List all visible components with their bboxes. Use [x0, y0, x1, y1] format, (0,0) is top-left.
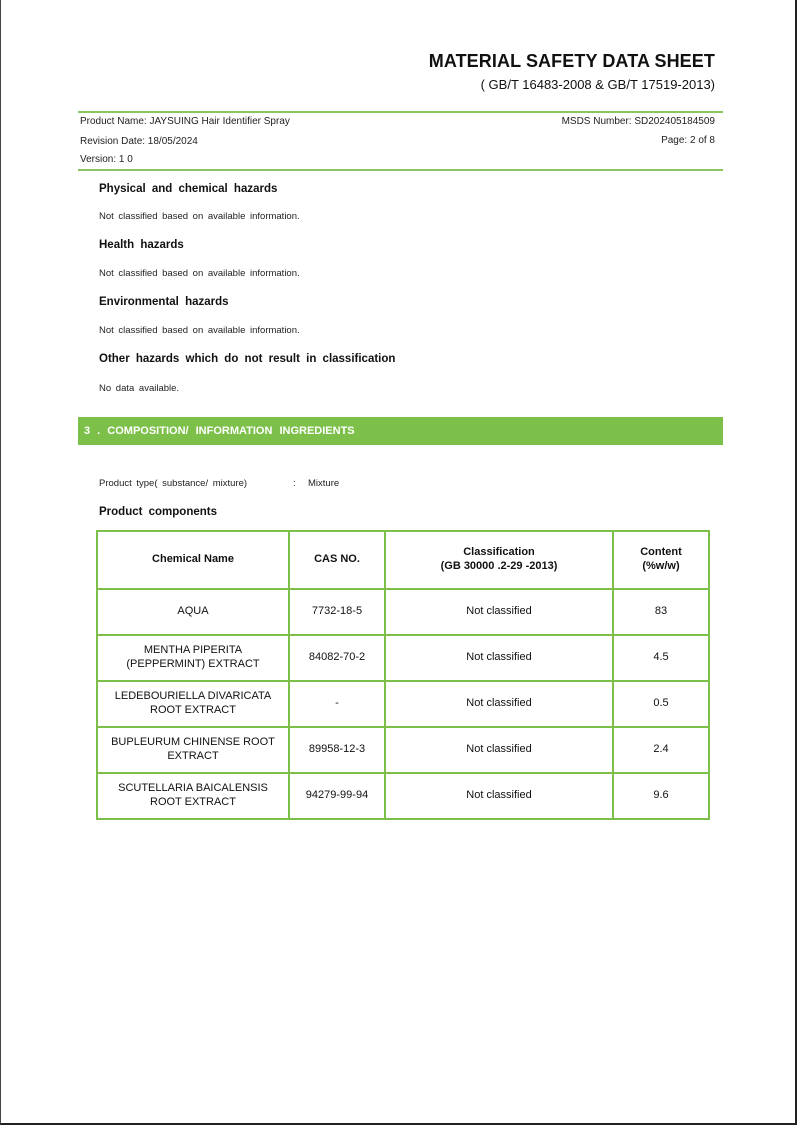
cell-cas: - [289, 681, 385, 727]
cell-chemical-name [97, 773, 289, 819]
name-line1: SCUTELLARIA BAICALENSIS [118, 782, 268, 795]
table-row [97, 635, 709, 681]
other-hazards-text: No data available. [99, 383, 180, 394]
cell-classification: Not classified [385, 773, 613, 819]
cell-cas: 94279-99-94 [289, 773, 385, 819]
product-type-separator: : [293, 478, 296, 489]
header-rule-bottom [78, 169, 723, 171]
health-hazards-heading: Health hazards [99, 239, 184, 251]
version: Version: 1 0 [80, 154, 133, 165]
name-line1: AQUA [177, 605, 209, 618]
page-number: Page: 2 of 8 [661, 135, 715, 146]
cell-content: 4.5 [613, 635, 709, 681]
name-line2: ROOT EXTRACT [150, 704, 236, 716]
header-classification-line1: Classification [463, 546, 535, 559]
table-row [97, 773, 709, 819]
name-line2: ROOT EXTRACT [150, 796, 236, 808]
document-subtitle: ( GB/T 16483-2008 & GB/T 17519-2013) [480, 77, 715, 92]
cell-cas: 89958-12-3 [289, 727, 385, 773]
cell-cas: 84082-70-2 [289, 635, 385, 681]
physical-hazards-text: Not classified based on available information. [99, 211, 300, 222]
composition-table [96, 530, 710, 820]
header-cas-no: CAS NO. [289, 531, 385, 589]
environmental-hazards-heading: Environmental hazards [99, 296, 229, 308]
cell-chemical-name [97, 681, 289, 727]
cell-content: 83 [613, 589, 709, 635]
cell-chemical-name [97, 589, 289, 635]
table-row [97, 589, 709, 635]
header-classification [385, 531, 613, 589]
msds-number: MSDS Number: SD202405184509 [561, 116, 715, 127]
cell-classification: Not classified [385, 635, 613, 681]
product-type-value: Mixture [308, 478, 340, 489]
name-line1: LEDEBOURIELLA DIVARICATA [114, 690, 272, 703]
section-3-heading-bar: 3 . COMPOSITION/ INFORMATION INGREDIENTS [78, 417, 723, 445]
name-line1: BUPLEURUM CHINENSE ROOT [111, 736, 275, 749]
cell-classification: Not classified [385, 681, 613, 727]
physical-hazards-heading: Physical and chemical hazards [99, 183, 278, 195]
product-components-heading: Product components [99, 506, 218, 518]
header-content-line1: Content [640, 546, 682, 559]
cell-classification: Not classified [385, 727, 613, 773]
environmental-hazards-text: Not classified based on available information. [99, 325, 300, 336]
revision-date: Revision Date: 18/05/2024 [80, 136, 198, 147]
table-row [97, 727, 709, 773]
product-type-label: Product type( substance/ mixture) [99, 478, 248, 489]
cell-content: 9.6 [613, 773, 709, 819]
cell-content: 2.4 [613, 727, 709, 773]
cell-chemical-name [97, 635, 289, 681]
header-rule-top [78, 111, 723, 113]
header-chemical-name: Chemical Name [97, 531, 289, 589]
cell-chemical-name [97, 727, 289, 773]
product-name: Product Name: JAYSUING Hair Identifier Spray [80, 116, 290, 127]
cell-cas: 7732-18-5 [289, 589, 385, 635]
header-content-line2: (%w/w) [642, 560, 680, 572]
name-line2: EXTRACT [167, 750, 219, 762]
name-line2: (PEPPERMINT) EXTRACT [126, 658, 260, 670]
name-line1: MENTHA PIPERITA [143, 644, 243, 657]
cell-content: 0.5 [613, 681, 709, 727]
table-header-row [97, 531, 709, 589]
document-title: MATERIAL SAFETY DATA SHEET [428, 51, 715, 71]
table-row [97, 681, 709, 727]
health-hazards-text: Not classified based on available information. [99, 268, 300, 279]
header-classification-line2: (GB 30000 .2-29 -2013) [440, 560, 558, 572]
other-hazards-heading: Other hazards which do not result in classification [99, 353, 396, 365]
header-content [613, 531, 709, 589]
cell-classification: Not classified [385, 589, 613, 635]
